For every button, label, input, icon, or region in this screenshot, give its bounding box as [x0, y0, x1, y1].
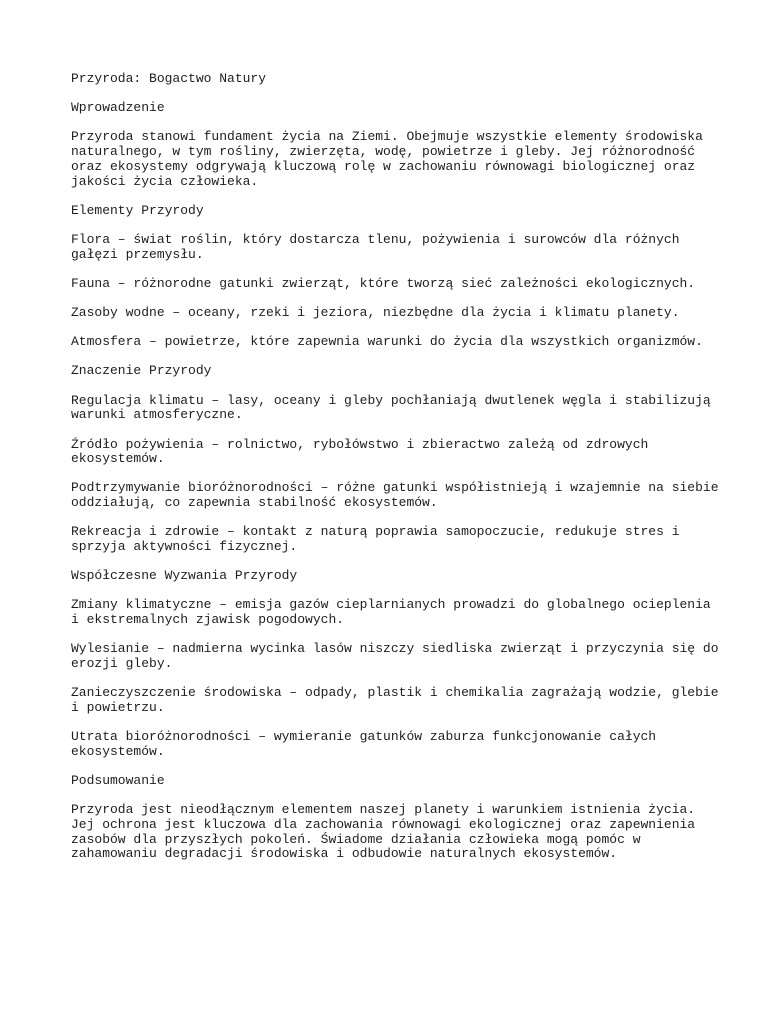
item-line: gałęzi przemysłu.: [71, 246, 204, 262]
item-line: Atmosfera – powietrze, które zapewnia warunki do życia dla wszystkich organizmów.: [71, 334, 703, 350]
summary-paragraph: [71, 803, 711, 862]
item-line: Zasoby wodne – oceany, rzeki i jeziora, niezbędne dla życia i klimatu planety.: [71, 305, 680, 321]
intro-paragraph: [71, 130, 711, 189]
item-line: Zanieczyszczenie środowiska – odpady, plastik i chemikalia zagrażają wodzie, glebie: [71, 685, 719, 701]
heading-text: Wprowadzenie: [71, 100, 165, 116]
heading-text: Podsumowanie: [71, 773, 165, 789]
heading-text: Elementy Przyrody: [71, 202, 204, 218]
list-item-deforestation: [71, 641, 719, 672]
list-item-flora: [71, 233, 711, 262]
paragraph-line: jakości życia człowieka.: [71, 173, 259, 189]
paragraph-line: Przyroda jest nieodłącznym elementem naszej planety i warunkiem istnienia życia.: [71, 802, 696, 818]
item-line: Zmiany klimatyczne – emisja gazów cieplarnianych prowadzi do globalnego ocieplenia: [71, 597, 711, 613]
section-heading-importance: [71, 364, 711, 379]
item-line: ekosystemów.: [71, 451, 165, 467]
item-line: ekosystemów.: [71, 743, 165, 759]
item-line: warunki atmosferyczne.: [71, 407, 243, 423]
list-item-pollution: [71, 685, 719, 715]
paragraph-line: Przyroda stanowi fundament życia na Ziemi. Obejmuje wszystkie elementy środowiska: [71, 129, 703, 145]
item-line: Flora – świat roślin, który dostarcza tlenu, pożywienia i surowców dla różnych: [71, 231, 680, 247]
list-item-recreation: [71, 525, 711, 554]
section-heading-summary: [71, 774, 711, 789]
document-page: [71, 71, 719, 877]
list-item-climate-change: [71, 598, 711, 627]
section-heading-intro: [71, 101, 711, 116]
paragraph-line: zasobów dla przyszłych pokoleń. Świadome działania człowieka mogą pomóc w: [71, 831, 641, 847]
list-item-biodiversity-loss: [71, 730, 711, 759]
heading-text: Znaczenie Przyrody: [71, 363, 212, 379]
item-line: oddziałują, co zapewnia stabilność ekosystemów.: [71, 495, 438, 511]
item-line: erozji gleby.: [71, 656, 173, 672]
item-line: Utrata bioróżnorodności – wymieranie gatunków zaburza funkcjonowanie całych: [71, 729, 657, 745]
section-heading-challenges: [71, 569, 711, 584]
item-line: sprzyja aktywności fizycznej.: [71, 539, 298, 555]
paragraph-line: Jej ochrona jest kluczowa dla zachowania równowagi ekologicznej oraz zapewnienia: [71, 817, 696, 832]
list-item-biodiversity: [71, 480, 719, 511]
item-line: Podtrzymywanie bioróżnorodności – różne gatunki współistnieją i wzajemnie na siebie: [71, 480, 719, 496]
item-line: Fauna – różnorodne gatunki zwierząt, które tworzą sieć zależności ekologicznych.: [71, 275, 696, 291]
document-title-text: Przyroda: Bogactwo Natury: [71, 71, 267, 86]
paragraph-line: naturalnego, w tym rośliny, zwierzęta, wodę, powietrze i gleby. Jej różnorodność: [71, 144, 696, 160]
item-line: Regulacja klimatu – lasy, oceany i gleby pochłaniają dwutlenek węgla i stabilizują: [71, 392, 711, 408]
heading-text: Współczesne Wyzwania Przyrody: [71, 568, 298, 584]
item-line: Wylesianie – nadmierna wycinka lasów niszczy siedliska zwierząt i przyczynia się do: [71, 641, 719, 657]
item-line: Źródło pożywienia – rolnictwo, rybołówstwo i zbieractwo zależą od zdrowych: [71, 436, 649, 452]
item-line: i powietrzu.: [71, 699, 165, 715]
section-heading-elements: [71, 204, 711, 219]
paragraph-line: zahamowaniu degradacji środowiska i odbudowie naturalnych ekosystemów.: [71, 846, 618, 862]
item-line: i ekstremalnych zjawisk pogodowych.: [71, 612, 345, 628]
list-item-atmosphere: [71, 335, 711, 350]
list-item-water: [71, 306, 711, 321]
paragraph-line: oraz ekosystemy odgrywają kluczową rolę w zachowaniu równowagi biologicznej oraz: [71, 158, 696, 174]
list-item-climate: [71, 394, 711, 423]
item-line: Rekreacja i zdrowie – kontakt z naturą poprawia samopoczucie, redukuje stres i: [71, 524, 680, 540]
list-item-food: [71, 438, 711, 467]
list-item-fauna: [71, 277, 711, 292]
document-title: [71, 72, 711, 87]
